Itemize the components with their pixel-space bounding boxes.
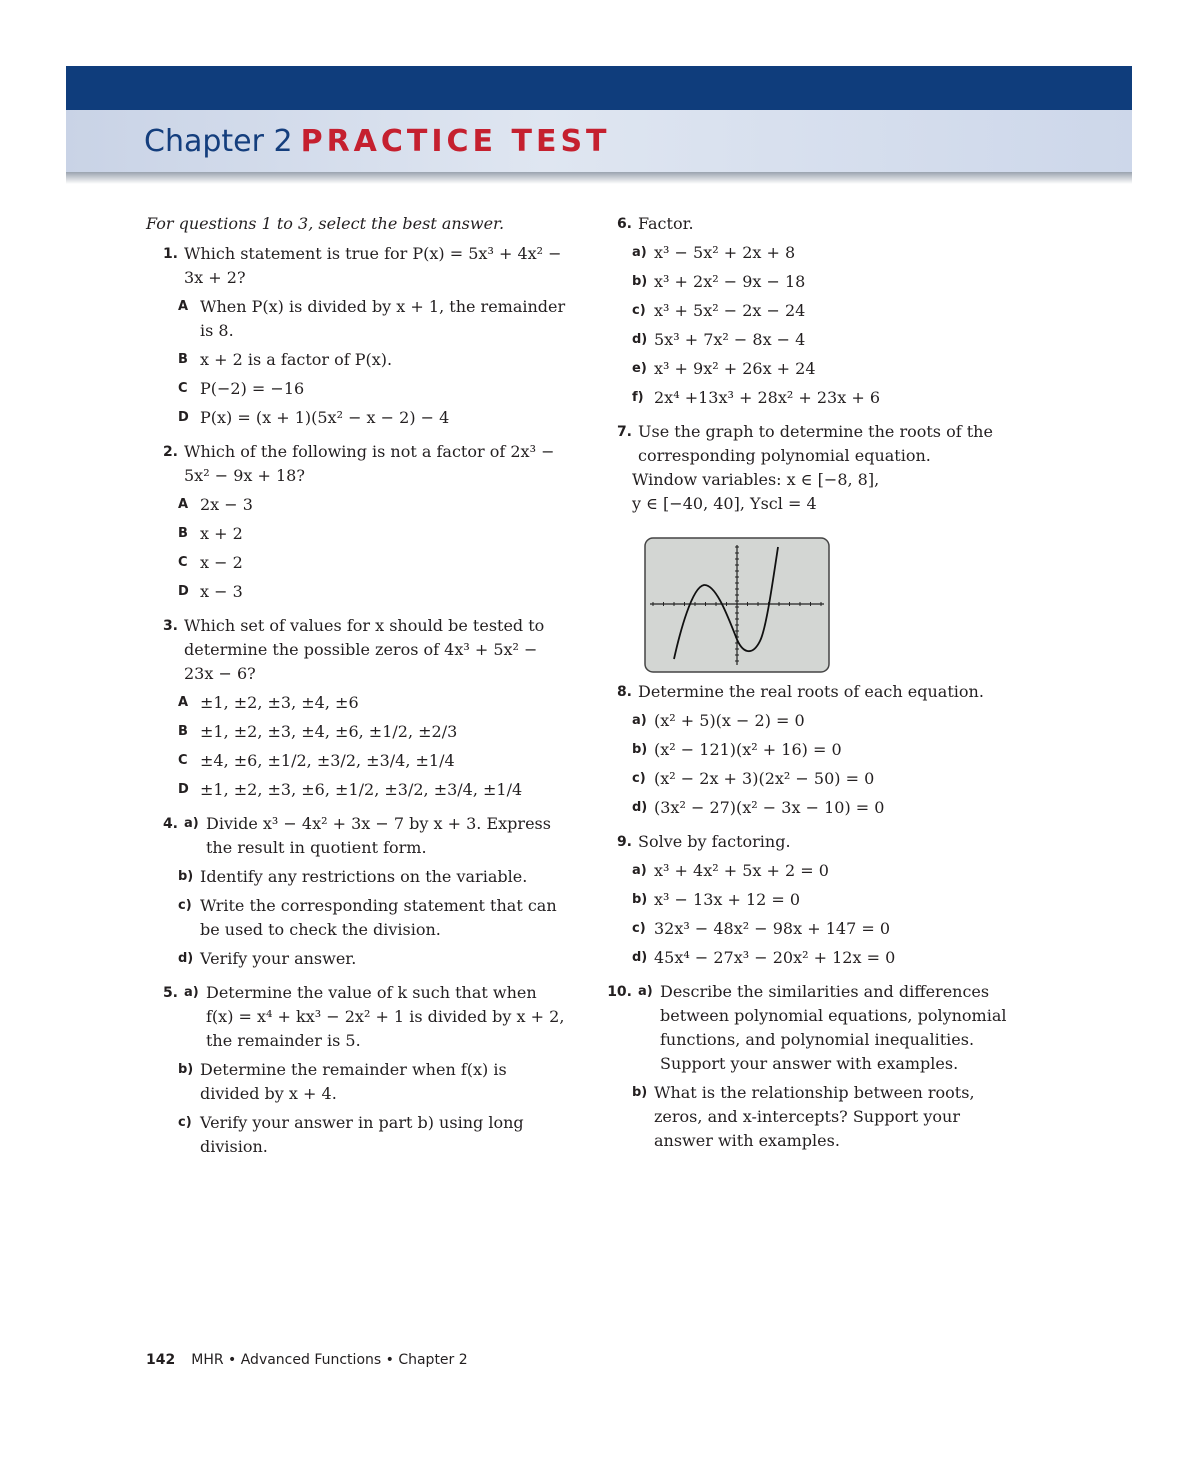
part-d: d) Verify your answer. — [178, 949, 357, 968]
question-5: 5. a) Determine the value of k such that when f(x) = x⁴ + kx³ − 2x² + 1 is divided by x + 2, the remainder is 5. b) Determine the remainder when f(x) is divided by x + 4. c) Verify your answer in part b) using long division. — [146, 981, 566, 1159]
part-c: c) Write the corresponding statement that can be used to check the division. — [178, 896, 557, 939]
instructions: For questions 1 to 3, select the best answer. — [146, 214, 505, 233]
question-6 — [600, 212, 1020, 410]
question-10: 10. a) Describe the similarities and differences between polynomial equations, polynomial functions, and polynomial inequalities. Support your answer with examples. b) What is the relationship between roots, zeros, and x-intercepts? Support your answer with examples. — [600, 980, 1020, 1153]
question-1 — [146, 242, 566, 430]
question-text: Which of the following is not a factor of 2x³ − 5x² − 9x + 18? — [184, 442, 555, 485]
question-number: 4. — [162, 816, 178, 832]
question-number: 9. — [616, 834, 632, 850]
footer-text: MHR • Advanced Functions • Chapter 2 — [191, 1352, 468, 1368]
part-a: a) (x² + 5)(x − 2) = 0 — [632, 711, 805, 730]
option-c: C P(−2) = −16 — [178, 379, 305, 398]
left-column — [146, 212, 566, 1169]
option-d: D P(x) = (x + 1)(5x² − x − 2) − 4 — [178, 408, 450, 427]
question-number: 5. — [162, 985, 178, 1001]
question-number: 6. — [616, 216, 632, 232]
question-number: 1. — [162, 246, 178, 262]
part-c: c) x³ + 5x² − 2x − 24 — [632, 301, 806, 320]
page-footer — [146, 1352, 468, 1368]
page-title — [144, 124, 611, 159]
question-text: Which statement is true for P(x) = 5x³ + 4x² − 3x + 2? — [184, 244, 562, 287]
part-b: b) x³ + 2x² − 9x − 18 — [632, 272, 806, 291]
title-band-shadow — [66, 172, 1132, 184]
option-b: B x + 2 — [178, 524, 243, 543]
part-b: b) What is the relationship between roots, zeros, and x-intercepts? Support your answer with examples. — [632, 1083, 975, 1150]
part-a: a) x³ − 5x² + 2x + 8 — [632, 243, 796, 262]
option-d: D ±1, ±2, ±3, ±6, ±1/2, ±3/2, ±3/4, ±1/4 — [178, 780, 523, 799]
part-c: c) Verify your answer in part b) using long division. — [178, 1113, 524, 1156]
option-b: B x + 2 is a factor of P(x). — [178, 350, 393, 369]
part-b: b) Identify any restrictions on the variable. — [178, 867, 528, 886]
part-c: c) 32x³ − 48x² − 98x + 147 = 0 — [632, 919, 891, 938]
part-d: d) 5x³ + 7x² − 8x − 4 — [632, 330, 806, 349]
header-band — [66, 66, 1132, 110]
option-c: C x − 2 — [178, 553, 243, 572]
option-a: A 2x − 3 — [178, 495, 253, 514]
option-c: C ±4, ±6, ±1/2, ±3/2, ±3/4, ±1/4 — [178, 751, 455, 770]
part-d: d) (3x² − 27)(x² − 3x − 10) = 0 — [632, 798, 885, 817]
question-number: 8. — [616, 684, 632, 700]
question-number: 3. — [162, 618, 178, 634]
question-number: 7. — [616, 424, 632, 440]
part-f: f) 2x⁴ +13x³ + 28x² + 23x + 6 — [632, 388, 880, 407]
option-a: A When P(x) is divided by x + 1, the remainder is 8. — [178, 297, 566, 340]
option-d: D x − 3 — [178, 582, 243, 601]
part-c: c) (x² − 2x + 3)(2x² − 50) = 0 — [632, 769, 875, 788]
option-a: A ±1, ±2, ±3, ±4, ±6 — [178, 693, 359, 712]
part-b: b) Determine the remainder when f(x) is divided by x + 4. — [178, 1060, 507, 1103]
part-e: e) x³ + 9x² + 26x + 24 — [632, 359, 816, 378]
window-variables: Window variables: x ∈ [−8, 8], y ∈ [−40, 40], Yscl = 4 — [632, 470, 880, 513]
question-text: Use the graph to determine the roots of the corresponding polynomial equation. — [638, 422, 993, 465]
section-label: PRACTICE TEST — [300, 124, 611, 159]
question-2 — [146, 440, 566, 604]
question-4: 4. a) Divide x³ − 4x² + 3x − 7 by x + 3. Express the result in quotient form. b) Identify any restrictions on the variable. c) Write the corresponding statement that can be used to check the division. d) Verify your answer. — [146, 812, 566, 971]
question-text: Which set of values for x should be tested to determine the possible zeros of 4x³ + 5x² − 23x − 6? — [184, 616, 545, 683]
question-number: 10. — [607, 984, 632, 1000]
part-b: b) (x² − 121)(x² + 16) = 0 — [632, 740, 842, 759]
option-b: B ±1, ±2, ±3, ±4, ±6, ±1/2, ±2/3 — [178, 722, 458, 741]
question-text: Solve by factoring. — [638, 832, 791, 851]
question-text: Determine the real roots of each equation. — [638, 682, 984, 701]
question-number: 2. — [162, 444, 178, 460]
question-text: Factor. — [638, 214, 694, 233]
question-8 — [600, 680, 1020, 820]
calculator-graph — [644, 537, 830, 673]
part-d: d) 45x⁴ − 27x³ − 20x² + 12x = 0 — [632, 948, 896, 967]
chapter-label: Chapter 2 — [144, 124, 293, 159]
part-b: b) x³ − 13x + 12 = 0 — [632, 890, 801, 909]
right-column — [600, 212, 1020, 1163]
question-9 — [600, 830, 1020, 970]
part-a: a) x³ + 4x² + 5x + 2 = 0 — [632, 861, 829, 880]
question-3 — [146, 614, 566, 802]
page-number: 142 — [146, 1352, 176, 1368]
